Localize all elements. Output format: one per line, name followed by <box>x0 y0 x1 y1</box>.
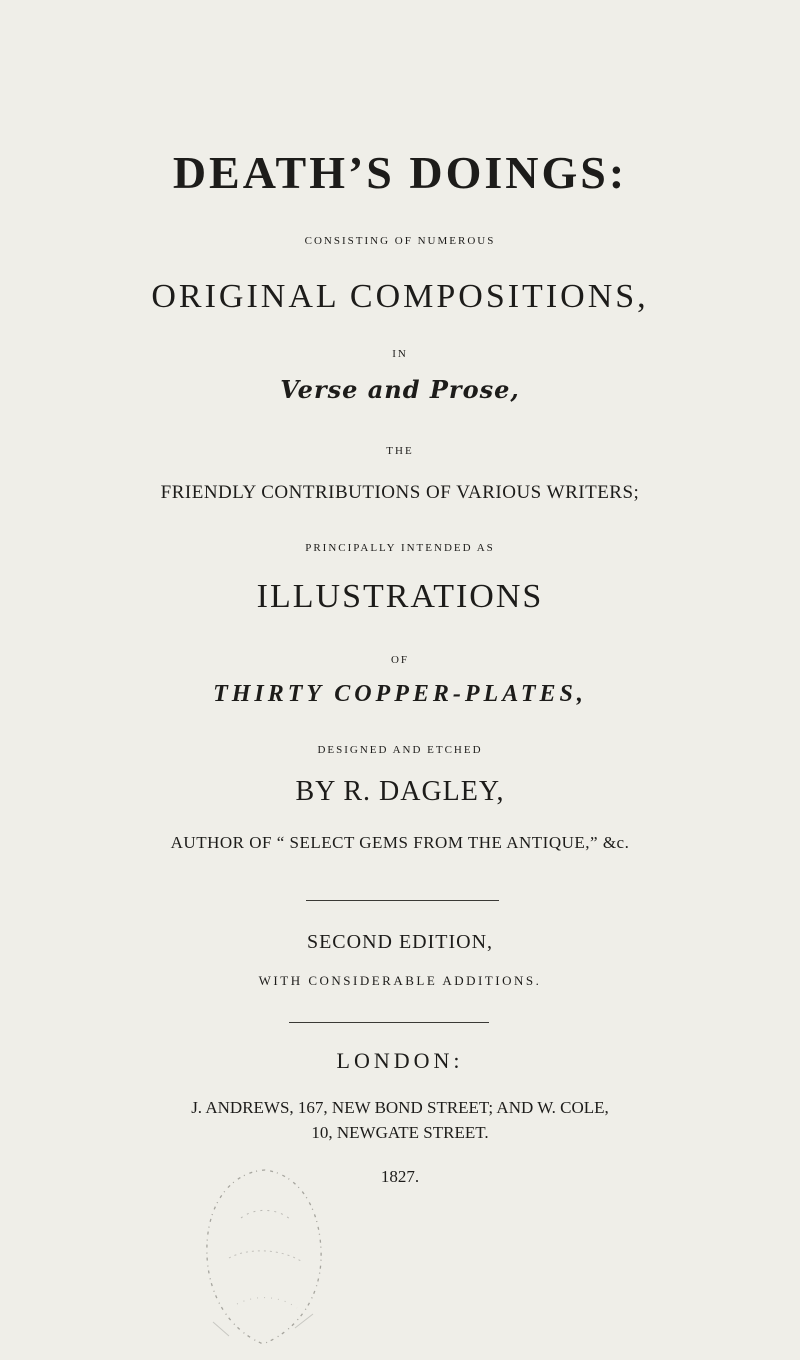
illustrations-heading: ILLUSTRATIONS <box>256 578 544 615</box>
connector-of: OF <box>390 654 410 666</box>
imprint-city: LONDON: <box>336 1048 464 1073</box>
intended-as-line: PRINCIPALLY INTENDED AS <box>305 542 495 554</box>
publisher-line-1: J. ANDREWS, 167, NEW BOND STREET; AND W. COLE, <box>191 1098 609 1117</box>
publication-year: 1827. <box>380 1167 420 1186</box>
verse-and-prose: Verse and Prose, <box>280 375 520 404</box>
connector-the: THE <box>386 445 414 457</box>
divider-rule-short <box>289 1022 489 1023</box>
subtitle-original-compositions: ORIGINAL COMPOSITIONS, <box>151 278 649 315</box>
additions-line: WITH CONSIDERABLE ADDITIONS. <box>258 973 542 988</box>
publisher-line-2: 10, NEWGATE STREET. <box>311 1123 489 1142</box>
edition-line: SECOND EDITION, <box>306 931 494 953</box>
author-credit: AUTHOR OF “ SELECT GEMS FROM THE ANTIQUE,” &c. <box>170 833 630 852</box>
contributions-line: FRIENDLY CONTRIBUTIONS OF VARIOUS WRITERS; <box>160 482 640 503</box>
divider-rule <box>306 900 499 901</box>
copper-plates-line: THIRTY COPPER-PLATES, <box>213 681 587 707</box>
book-title: DEATH’S DOINGS: <box>172 147 628 198</box>
designed-etched-line: DESIGNED AND ETCHED <box>317 744 483 756</box>
author-byline: BY R. DAGLEY, <box>295 776 505 807</box>
connector-in: IN <box>392 348 408 360</box>
subtitle-consisting: CONSISTING OF NUMEROUS <box>304 235 496 247</box>
faded-library-stamp <box>195 1160 335 1355</box>
